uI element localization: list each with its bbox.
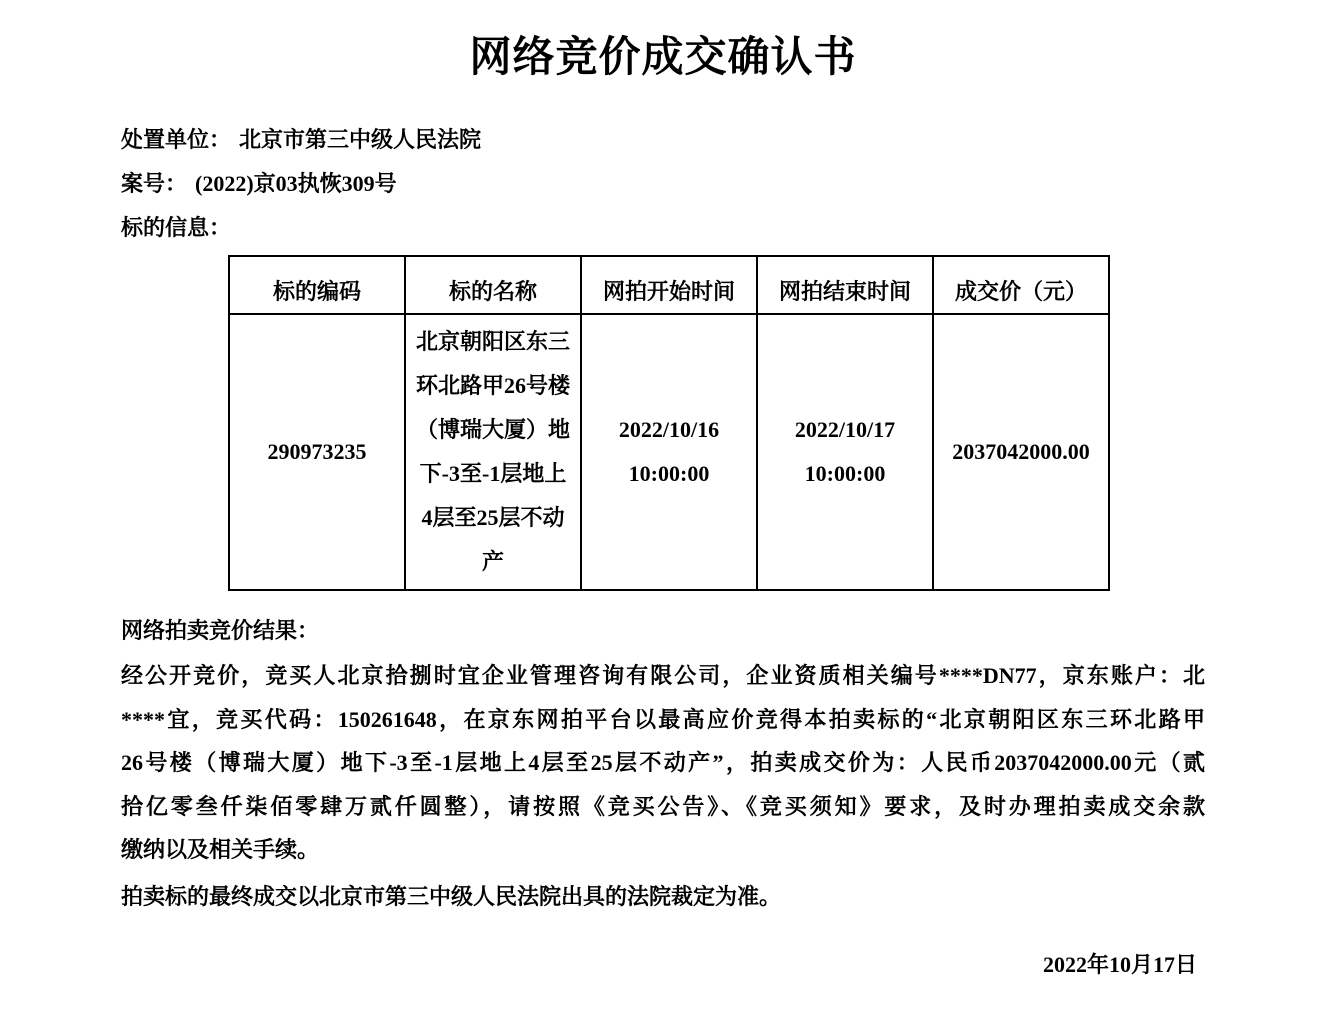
disposal-unit-value: 北京市第三中级人民法院 [239,127,482,152]
table-header-auction-start-time: 网拍开始时间 [581,256,757,314]
target-name-line: 环北路甲26号楼 [415,373,570,398]
table-header-final-price: 成交价（元） [933,256,1109,314]
table-row [229,314,1109,590]
result-paragraph-line: 缴纳以及相关手续。 [121,837,320,862]
target-name-line: （博瑞大厦）地 [415,417,570,442]
case-number-value: (2022)京03执恢309号 [195,171,397,196]
table-header-target-code: 标的编码 [229,256,405,314]
result-paragraph-line: ****宜，竞买代码：150261648，在京东网拍平台以最高应价竞得本拍卖标的“北京朝阳区东三环北路甲 [121,706,1205,732]
cell-target-code [229,314,405,590]
table-header-row [229,256,1109,314]
table-header-target-name: 标的名称 [405,256,581,314]
target-info-label: 标的信息： [121,215,232,240]
result-paragraph-line: 经公开竞价，竞买人北京拾捌时宜企业管理咨询有限公司，企业资质相关编号****DN77，京东账户：北 [121,663,1205,688]
target-name-line: 下-3至-1层地上 [419,461,567,486]
cell-final-price [933,314,1109,590]
start-time-date: 2022/10/16 [618,417,720,442]
final-price-value: 2037042000.00 [952,439,1090,464]
target-code-value: 290973235 [267,439,367,464]
cell-start-time [581,314,757,590]
result-paragraph-line: 26号楼（博瑞大厦）地下-3至-1层地上4层至25层不动产”，拍卖成交价为：人民币2037042000.00元（贰 [121,750,1205,775]
disposal-unit-line [121,118,1205,162]
target-name-line: 4层至25层不动 [421,505,565,530]
document-title: 网络竞价成交确认书 [469,35,857,81]
end-time-clock: 10:00:00 [804,461,886,486]
start-time-clock: 10:00:00 [628,461,710,486]
case-number-label: 案号： [121,171,188,196]
result-paragraph [121,654,1205,872]
target-info-table [228,255,1110,591]
document-date: 2022年10月17日 [1042,951,1197,977]
table-header-auction-end-time: 网拍结束时间 [757,256,933,314]
result-paragraph-line: 拾亿零叁仟柒佰零肆万贰仟圆整），请按照《竞买公告》、《竞买须知》要求，及时办理拍卖成交余款 [121,793,1205,819]
disposal-unit-label: 处置单位： [121,127,232,152]
document-meta [121,118,1205,250]
closing-statement: 拍卖标的最终成交以北京市第三中级人民法院出具的法院裁定为准。 [121,883,782,909]
case-number-line [121,162,1205,206]
result-section-heading: 网络拍卖竞价结果： [121,618,320,643]
end-time-date: 2022/10/17 [794,417,896,442]
target-name-line: 北京朝阳区东三 [415,329,570,354]
cell-end-time [757,314,933,590]
target-name-line: 产 [481,549,504,574]
cell-target-name [405,314,581,590]
